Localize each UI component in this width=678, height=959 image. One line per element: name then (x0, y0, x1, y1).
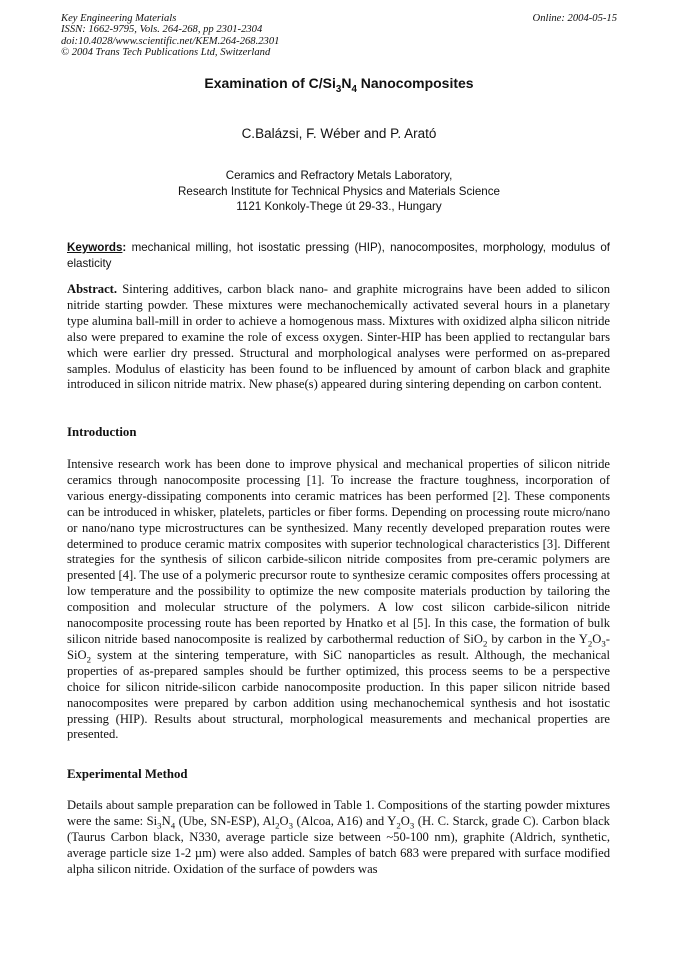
abstract-label: Abstract. (67, 282, 118, 296)
online-date: Online: 2004-05-15 (532, 13, 617, 24)
copyright-line: © 2004 Trans Tech Publications Ltd, Switzerland (61, 47, 271, 59)
paper-authors: C.Balázsi, F. Wéber and P. Arató (241, 126, 437, 141)
journal-name: Key Engineering Materials (61, 13, 177, 24)
abstract-text: Sintering additives, carbon black nano- and graphite micrograins have been added to silicon nitride starting powder. These mixtures were mechanochemically activated several hours in a planetary type alumina ball-mill in order to achieve a homogenous mass. Mixtures with oxidized alpha silicon nitride also were prepared to examine the role of excess oxygen. Sinter-HIP has been applied to rectangular bars which were earlier dry pressed. Structural and morphological analyses were performed on as-prepared samples. Modulus of elasticity has been found to be influenced by amount of carbon black and graphite introduced in silicon nitride matrix. New phase(s) appeared during sintering depending on carbon content. (67, 282, 610, 392)
affiliation (61, 168, 617, 215)
introduction-heading: Introduction (67, 425, 137, 439)
introduction-body: Intensive research work has been done to improve physical and mechanical properties of silicon nitride ceramics through nanocomposite processing [1]. To increase the fracture toughness, incorporation of various energy-dissipating components into ceramic matrices has been performed [2]. These components can be introduced in whisker, platelets, particles or fiber forms. Depending on processing route micro/nano or nano/nano type microstructures can be synthesized. Many recently developed preparation routes were determined to produce ceramic matrix composites with superior technological characteristics [3]. Different strategies for the synthesis of silicon carbide-silicon nitride composites from pre-ceramic polymers are presented [4]. The use of a polymeric precursor route to synthesize ceramic composites offers processing at low temperature and the possibility to optimize the new composite materials production by tailoring the composition and molecular structure of the polymers. A low cost silicon carbide-silicon nitride nanocomposite processing route has been reported by Hnatko et al [5]. In this case, the formation of bulk silicon nitride based nanocomposite is realized by carbothermal reduction of SiO$_2$ by carbon in the $Y_2O_3-SiO_2$ system at the sintering temperature, with SiC nanoparticles as result. Although, the mechanical properties of as-prepared samples should be further optimized, this process seems to be a perspective choice for silicon nitride-silicon carbide nanocomposite production. In this paper silicon nitride based nanocomposites were prepared by carbon addition using mechanochemical synthesis and hot isostatic pressing (HIP). Results about structural, morphological measurements and mechanical properties are presented. (67, 457, 610, 742)
paper-title: Examination of $C/Si_3N_4$ Nanocomposites (204, 75, 474, 95)
affiliation-line-2: Research Institute for Technical Physics and Materials Science (178, 184, 500, 198)
issn-line: ISSN: 1662-9795, Vols. 264-268, pp 2301-2304 (61, 24, 263, 36)
keywords: Keywords: mechanical milling, hot isostatic pressing (HIP), nanocomposites, morphology, modulus of elasticity (67, 241, 610, 270)
keywords-text: mechanical milling, hot isostatic pressing (HIP), nanocomposites, morphology, modulus of elasticity (67, 241, 610, 270)
experimental-heading: Experimental Method (67, 767, 188, 781)
experimental-body: Details about sample preparation can be followed in Table 1. Compositions of the starting powder mixtures were the same: $Si_3N_4$ (Ube, SN-ESP), $Al_2O_3$ (Alcoa, A16) and $Y_2O_3$ (H. C. Starck, grade C). Carbon black (Taurus Carbon black, N330, average particle size between ~50-100 nm), graphite (Aldrich, synthetic, average particle size 1-2 µm) were also added. Samples of batch 683 were prepared with surface modified alpha silicon nitride. Oxidation of the surface of powders was (67, 798, 610, 876)
abstract (67, 282, 610, 393)
doi-line: doi:10.4028/www.scientific.net/KEM.264-268.2301 (61, 35, 280, 47)
keywords-label: Keywords (67, 241, 123, 254)
affiliation-line-3: 1121 Konkoly-Thege út 29-33., Hungary (236, 200, 442, 214)
affiliation-line-1: Ceramics and Refractory Metals Laboratory, (225, 169, 453, 182)
journal-header (61, 13, 617, 59)
